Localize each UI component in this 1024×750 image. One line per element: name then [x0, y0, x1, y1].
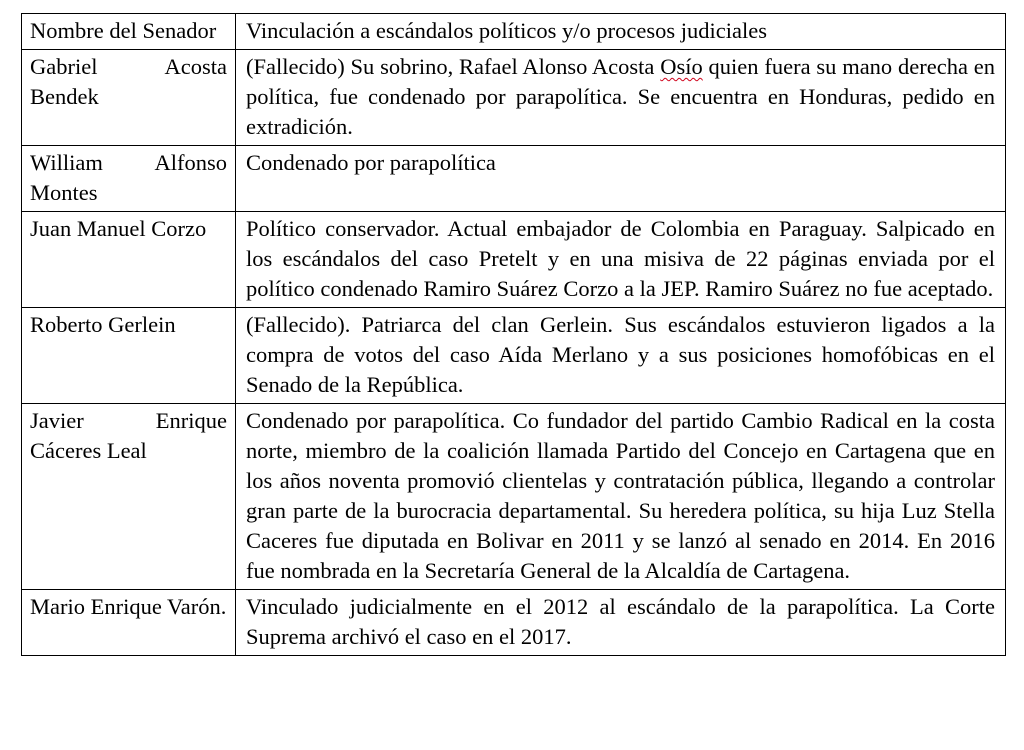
senator-name-cell: William Alfonso Montes	[22, 146, 236, 212]
table-row	[22, 590, 1006, 656]
senators-table	[21, 13, 1006, 656]
senator-name-cell: Javier Enrique Cáceres Leal	[22, 404, 236, 590]
table-row	[22, 146, 1006, 212]
description-text: quien fuera su mano derecha en política, fue condenado por parapolítica. Se encuentra en Honduras, pedido en extradición.	[246, 54, 995, 139]
table-row	[22, 212, 1006, 308]
senator-description-cell: Vinculado judicialmente en el 2012 al escándalo de la parapolítica. La Corte Suprema archivó el caso en el 2017.	[236, 590, 1006, 656]
description-text: (Fallecido) Su sobrino, Rafael Alonso Acosta	[246, 54, 661, 79]
table-row	[22, 308, 1006, 404]
header-description-cell: Vinculación a escándalos políticos y/o procesos judiciales	[236, 14, 1006, 50]
senator-name-cell: Mario Enrique Varón.	[22, 590, 236, 656]
senator-description-cell: Condenado por parapolítica	[236, 146, 1006, 212]
senator-description-cell: Político conservador. Actual embajador de Colombia en Paraguay. Salpicado en los escándalos del caso Pretelt y en una misiva de 22 páginas enviada por el político condenado Ramiro Suárez Corzo a la JEP. Ramiro Suárez no fue aceptado.	[236, 212, 1006, 308]
senators-table-container	[21, 13, 1005, 656]
senator-description-cell: (Fallecido). Patriarca del clan Gerlein. Sus escándalos estuvieron ligados a la compra de votos del caso Aída Merlano y a sus posiciones homofóbicas en el Senado de la República.	[236, 308, 1006, 404]
senator-description-cell	[236, 50, 1006, 146]
senator-description-cell: Condenado por parapolítica. Co fundador del partido Cambio Radical en la costa norte, miembro de la coalición llamada Partido del Concejo en Cartagena que en los años noventa promovió clientelas y contratación pública, llegando a controlar gran parte de la burocracia departamental. Su heredera política, su hija Luz Stella Caceres fue diputada en Bolivar en 2011 y se lanzó al senado en 2014. En 2016 fue nombrada en la Secretaría General de la Alcaldía de Cartagena.	[236, 404, 1006, 590]
table-row	[22, 50, 1006, 146]
senator-name-cell: Gabriel Acosta Bendek	[22, 50, 236, 146]
senator-name-cell: Juan Manuel Corzo	[22, 212, 236, 308]
header-name-cell: Nombre del Senador	[22, 14, 236, 50]
senator-name-cell: Roberto Gerlein	[22, 308, 236, 404]
table-row	[22, 404, 1006, 590]
spellcheck-flagged-word: Osío	[660, 54, 703, 79]
table-header-row	[22, 14, 1006, 50]
